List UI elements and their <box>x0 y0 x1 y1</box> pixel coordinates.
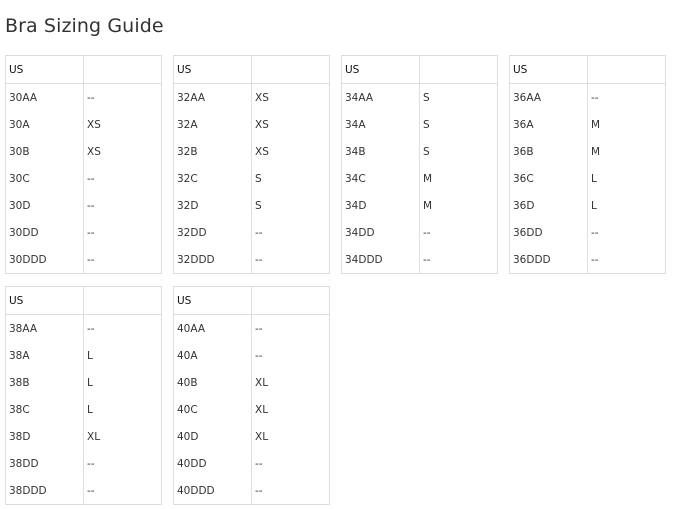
us-size-cell: 38D <box>6 423 84 450</box>
letter-size-cell: -- <box>84 165 162 192</box>
us-size-cell: 38DD <box>6 450 84 477</box>
letter-size-cell: -- <box>84 315 162 343</box>
us-size-cell: 34B <box>342 138 420 165</box>
us-size-cell: 40AA <box>174 315 252 343</box>
us-size-cell: 38AA <box>6 315 84 343</box>
table-row <box>6 219 162 246</box>
us-size-cell: 32C <box>174 165 252 192</box>
letter-size-cell: L <box>84 342 162 369</box>
letter-size-cell: XS <box>84 138 162 165</box>
letter-size-cell: S <box>420 111 498 138</box>
letter-size-cell: -- <box>252 219 330 246</box>
us-size-cell: 32A <box>174 111 252 138</box>
letter-size-cell: -- <box>84 450 162 477</box>
table-row <box>174 396 330 423</box>
table-row <box>342 165 498 192</box>
us-size-cell: 32DDD <box>174 246 252 274</box>
us-size-cell: 40B <box>174 369 252 396</box>
size-table <box>173 55 330 274</box>
table-row <box>342 219 498 246</box>
us-size-cell: 36C <box>510 165 588 192</box>
letter-size-cell: -- <box>588 246 666 274</box>
letter-size-cell: -- <box>588 219 666 246</box>
letter-size-cell: M <box>588 138 666 165</box>
us-size-cell: 38DDD <box>6 477 84 505</box>
table-row <box>6 111 162 138</box>
header-cell-size <box>252 56 330 84</box>
table-row <box>342 138 498 165</box>
letter-size-cell: -- <box>84 219 162 246</box>
letter-size-cell: M <box>588 111 666 138</box>
us-size-cell: 32B <box>174 138 252 165</box>
size-tables-grid <box>5 55 665 505</box>
letter-size-cell: -- <box>420 246 498 274</box>
letter-size-cell: -- <box>420 219 498 246</box>
table-row <box>174 192 330 219</box>
us-size-cell: 30D <box>6 192 84 219</box>
table-row <box>6 369 162 396</box>
letter-size-cell: -- <box>252 477 330 505</box>
letter-size-cell: S <box>252 192 330 219</box>
letter-size-cell: L <box>84 396 162 423</box>
table-row <box>6 315 162 343</box>
table-row <box>510 246 666 274</box>
page-title: Bra Sizing Guide <box>5 15 164 37</box>
table-row <box>6 192 162 219</box>
us-size-cell: 34A <box>342 111 420 138</box>
header-cell-size <box>252 287 330 315</box>
header-cell-us: US <box>342 56 420 84</box>
table-header-row <box>510 56 666 84</box>
size-table <box>341 55 498 274</box>
us-size-cell: 32AA <box>174 84 252 112</box>
size-table <box>173 286 330 505</box>
table-row <box>174 165 330 192</box>
table-row <box>174 315 330 343</box>
us-size-cell: 40D <box>174 423 252 450</box>
us-size-cell: 38B <box>6 369 84 396</box>
header-cell-us: US <box>174 56 252 84</box>
header-cell-size <box>84 287 162 315</box>
header-cell-us: US <box>174 287 252 315</box>
us-size-cell: 38A <box>6 342 84 369</box>
letter-size-cell: XS <box>84 111 162 138</box>
table-row <box>342 246 498 274</box>
us-size-cell: 36B <box>510 138 588 165</box>
table-row <box>6 84 162 112</box>
header-cell-size <box>420 56 498 84</box>
letter-size-cell: L <box>588 165 666 192</box>
letter-size-cell: XL <box>252 396 330 423</box>
letter-size-cell: M <box>420 192 498 219</box>
letter-size-cell: S <box>252 165 330 192</box>
us-size-cell: 34DD <box>342 219 420 246</box>
table-row <box>174 246 330 274</box>
table-row <box>342 111 498 138</box>
header-cell-us: US <box>6 287 84 315</box>
us-size-cell: 34AA <box>342 84 420 112</box>
table-row <box>510 192 666 219</box>
us-size-cell: 34D <box>342 192 420 219</box>
us-size-cell: 40DDD <box>174 477 252 505</box>
table-row <box>6 450 162 477</box>
us-size-cell: 32D <box>174 192 252 219</box>
letter-size-cell: -- <box>84 477 162 505</box>
us-size-cell: 40DD <box>174 450 252 477</box>
table-header-row <box>342 56 498 84</box>
letter-size-cell: XL <box>252 369 330 396</box>
letter-size-cell: XL <box>252 423 330 450</box>
us-size-cell: 40A <box>174 342 252 369</box>
us-size-cell: 34DDD <box>342 246 420 274</box>
table-row <box>510 219 666 246</box>
letter-size-cell: S <box>420 138 498 165</box>
table-row <box>510 111 666 138</box>
us-size-cell: 30C <box>6 165 84 192</box>
table-row <box>510 84 666 112</box>
table-header-row <box>6 287 162 315</box>
table-row <box>6 246 162 274</box>
letter-size-cell: XS <box>252 84 330 112</box>
header-cell-us: US <box>510 56 588 84</box>
table-row <box>174 477 330 505</box>
table-row <box>174 423 330 450</box>
table-row <box>6 342 162 369</box>
letter-size-cell: XL <box>84 423 162 450</box>
table-row <box>174 138 330 165</box>
table-header-row <box>174 56 330 84</box>
us-size-cell: 30A <box>6 111 84 138</box>
us-size-cell: 34C <box>342 165 420 192</box>
letter-size-cell: -- <box>252 450 330 477</box>
table-row <box>6 477 162 505</box>
table-row <box>174 219 330 246</box>
letter-size-cell: XS <box>252 138 330 165</box>
letter-size-cell: -- <box>588 84 666 112</box>
us-size-cell: 38C <box>6 396 84 423</box>
table-row <box>174 84 330 112</box>
letter-size-cell: -- <box>84 84 162 112</box>
table-row <box>342 84 498 112</box>
table-row <box>6 138 162 165</box>
table-row <box>6 165 162 192</box>
us-size-cell: 30DDD <box>6 246 84 274</box>
us-size-cell: 32DD <box>174 219 252 246</box>
us-size-cell: 30DD <box>6 219 84 246</box>
table-row <box>174 342 330 369</box>
us-size-cell: 30AA <box>6 84 84 112</box>
size-table <box>5 55 162 274</box>
table-header-row <box>6 56 162 84</box>
table-row <box>174 450 330 477</box>
header-cell-us: US <box>6 56 84 84</box>
letter-size-cell: -- <box>252 246 330 274</box>
letter-size-cell: XS <box>252 111 330 138</box>
us-size-cell: 40C <box>174 396 252 423</box>
us-size-cell: 36DD <box>510 219 588 246</box>
letter-size-cell: L <box>84 369 162 396</box>
table-row <box>6 423 162 450</box>
table-row <box>510 165 666 192</box>
us-size-cell: 36AA <box>510 84 588 112</box>
us-size-cell: 36D <box>510 192 588 219</box>
size-table <box>5 286 162 505</box>
letter-size-cell: -- <box>84 246 162 274</box>
table-row <box>174 369 330 396</box>
table-row <box>510 138 666 165</box>
letter-size-cell: -- <box>252 342 330 369</box>
table-row <box>174 111 330 138</box>
letter-size-cell: S <box>420 84 498 112</box>
us-size-cell: 36DDD <box>510 246 588 274</box>
table-header-row <box>174 287 330 315</box>
us-size-cell: 30B <box>6 138 84 165</box>
letter-size-cell: -- <box>252 315 330 343</box>
letter-size-cell: M <box>420 165 498 192</box>
table-row <box>342 192 498 219</box>
header-cell-size <box>84 56 162 84</box>
us-size-cell: 36A <box>510 111 588 138</box>
table-row <box>6 396 162 423</box>
size-table <box>509 55 666 274</box>
header-cell-size <box>588 56 666 84</box>
letter-size-cell: -- <box>84 192 162 219</box>
letter-size-cell: L <box>588 192 666 219</box>
